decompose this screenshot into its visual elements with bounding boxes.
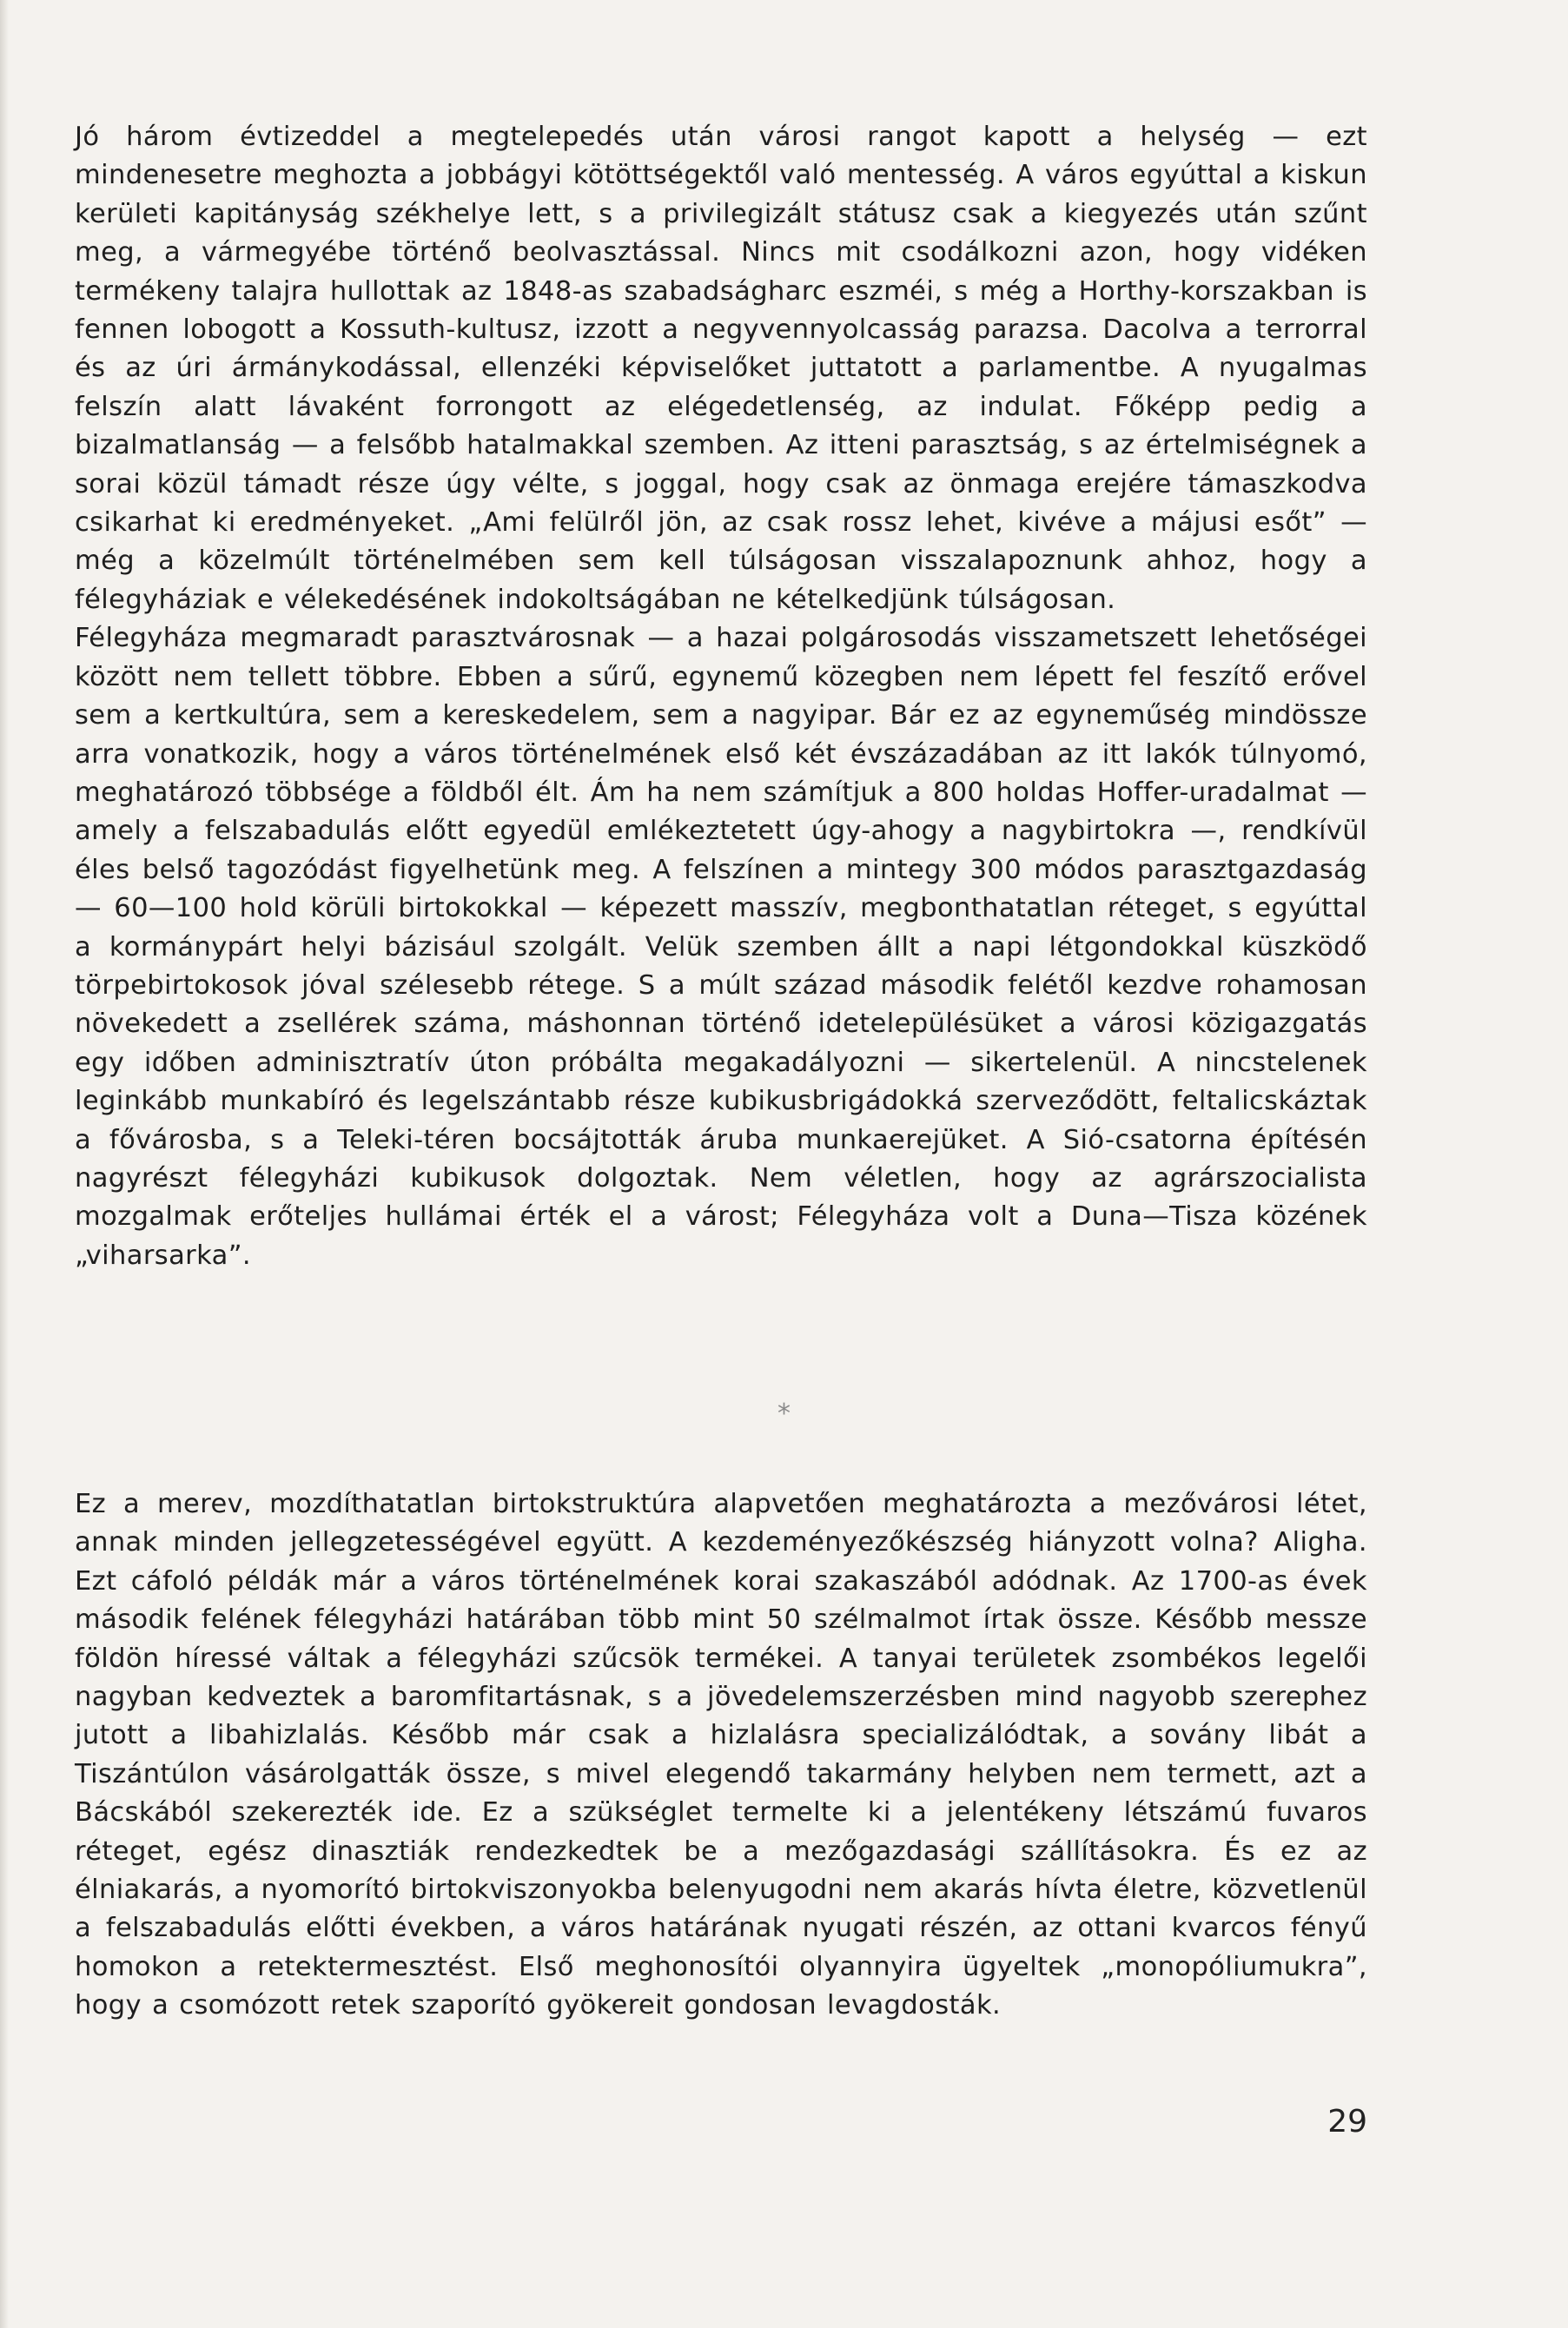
page-number: 29 <box>1327 2104 1367 2140</box>
paragraph: Jó három évtizeddel a megtelepedés után városi rangot kapott a helység — ezt mindenesetre meghozta a jobbágyi kötöttségektől való mentesség. A város egyúttal a kiskun kerületi kapitányság székhelye lett, s a privilegizált státusz csak a kiegyezés után szűnt meg, a vármegyébe történő beolvasztással. Nincs mit csodálkozni azon, hogy vidéken termékeny talajra hullottak az 1848-as szabadságharc eszméi, s még a Horthy-korszakban is fennen lobogott a Kossuth-kultusz, izzott a negyvennyolcasság parazsa. Dacolva a terrorral és az úri ármánykodással, ellenzéki képviselőket juttatott a parlamentbe. A nyugalmas felszín alatt lávaként forrongott az elégedetlenség, az indulat. Főképp pedig a bizalmatlanság — a felsőbb hatalmakkal szemben. Az itteni parasztság, s az értelmiségnek a sorai közül támadt része úgy vélte, s joggal, hogy csak az önmaga erejére támaszkodva csikarhat ki eredményeket. „Ami felülről jön, az csak rossz lehet, kivéve a májusi esőt” — még a közelmúlt történelmében sem kell túlságosan visszalapoznunk ahhoz, hogy a félegyháziak e vélekedésének indokoltságában ne kételkedjünk túlságosan. <box>75 122 1367 615</box>
text-block-upper <box>75 118 1367 1275</box>
paragraph: Félegyháza megmaradt parasztvárosnak — a hazai polgárosodás visszametszett lehetőségei között nem tellett többre. Ebben a sűrű, egynemű közegben nem lépett fel feszítő erővel sem a kertkultúra, sem a kereskedelem, sem a nagyipar. Bár ez az egyneműség mindössze arra vonatkozik, hogy a város történelmének első két évszázadában az itt lakók túlnyomó, meghatározó többsége a földből élt. Ám ha nem számítjuk a 800 holdas Hoffer-uradalmat — amely a felszabadulás előtt egyedül emlékeztetett úgy-ahogy a nagybirtokra —, rendkívül éles belső tagozódást figyelhetünk meg. A felszínen a mintegy 300 módos parasztgazdaság — 60—100 hold körüli birtokokkal — képezett masszív, megbonthatatlan réteget, s egyúttal a kormánypárt helyi bázisául szolgált. Velük szemben állt a napi létgondokkal küszködő törpebirtokosok jóval szélesebb rétege. S a múlt század második felétől kezdve rohamosan növekedett a zsellérek száma, máshonnan történő idetelepülésüket a városi közigazgatás egy időben adminisztratív úton próbálta megakadályozni — sikertelenül. A nincstelenek leginkább munkabíró és legelszántabb része kubikusbrigádokká szerveződött, feltalicskáztak a fővárosba, s a Teleki-téren bocsájtották áruba munkaerejüket. A Sió-csatorna építésén nagyrészt félegyházi kubikusok dolgoztak. Nem véletlen, hogy az agrárszocialista mozgalmak erőteljes hullámai érték el a várost; Félegyháza volt a Duna—Tisza közének „viharsarka”. <box>75 623 1367 1271</box>
page-edge-shadow <box>0 0 9 2328</box>
text-block-lower <box>75 1485 1367 2026</box>
paragraph: Ez a merev, mozdíthatatlan birtokstruktúra alapvetően meghatározta a mezővárosi létet, annak minden jellegzetességével együtt. A kezdeményezőkészség hiányzott volna? Aligha. Ezt cáfoló példák már a város történelmének korai szakaszából adódnak. Az 1700-as évek második felének félegyházi határában több mint 50 szélmalmot írtak össze. Később messze földön híressé váltak a félegyházi szűcsök termékei. A tanyai területek zsombékos legelői nagyban kedveztek a baromfitartásnak, s a jövedelemszerzésben mind nagyobb szerephez jutott a libahizlalás. Később már csak a hizlalásra specializálódtak, a sovány libát a Tiszántúlon vásárolgatták össze, s mivel elegendő takarmány helyben nem termett, azt a Bácskából szekerezték ide. Ez a szükséglet termelte ki a jelentékeny létszámú fuvaros réteget, egész dinasztiák rendezkedtek be a mezőgazdasági szállításokra. És ez az élniakarás, a nyomorító birtokviszonyokba belenyugodni nem akarás hívta életre, közvetlenül a felszabadulás előtti években, a város határának nyugati részén, az ottani kvarcos fényű homokon a retektermesztést. Első meghonosítói olyannyira ügyeltek „monopóliumukra”, hogy a csomózott retek szaporító gyökereit gondosan levagdosták. <box>75 1489 1367 2021</box>
section-separator-asterisk: * <box>777 1399 791 1429</box>
